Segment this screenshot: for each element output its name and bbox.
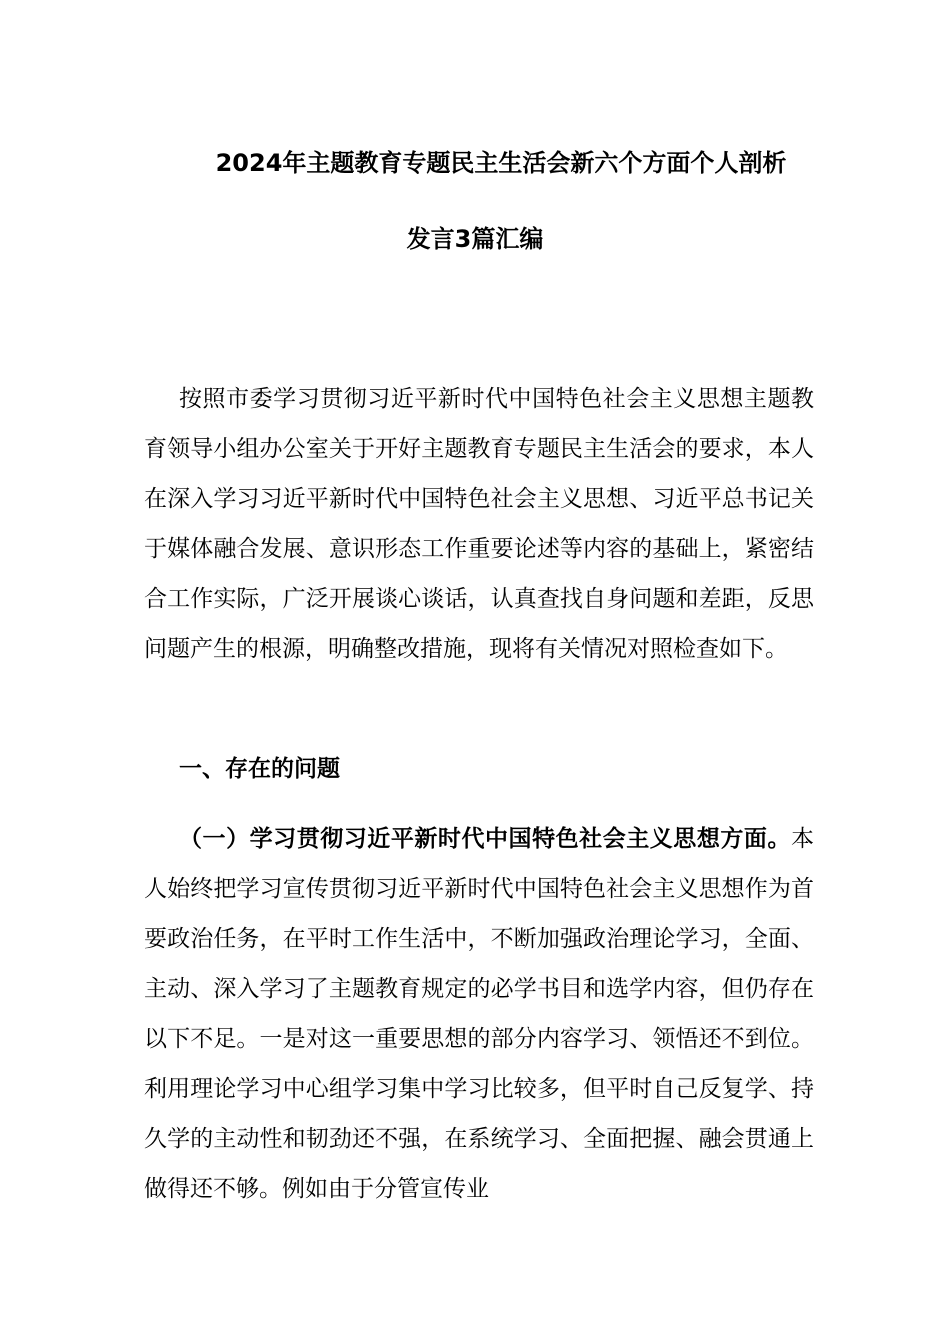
document-title-line-2: 发言3篇汇编	[406, 225, 544, 253]
subsection-heading: （一）学习贯彻习近平新时代中国特色社会主义思想方面。	[179, 826, 791, 852]
section-heading-problems: 一、存在的问题	[179, 756, 340, 782]
document-title-line-1: 2024年主题教育专题民主生活会新六个方面个人剖析	[215, 149, 787, 177]
subsection-paragraph	[144, 814, 814, 1214]
subsection-body: 本人始终把学习宣传贯彻习近平新时代中国特色社会主义思想作为首要政治任务，在平时工作生活中，不断加强政治理论学习，全面、主动、深入学习了主题教育规定的必学书目和选学内容，但仍存在以下不足。一是对这一重要思想的部分内容学习、领悟还不到位。利用理论学习中心组学习集中学习比较多，但平时自己反复学、持久学的主动性和韧劲还不强，在系统学习、全面把握、融会贯通上做得还不够。例如由于分管宣传业	[144, 826, 814, 1202]
intro-paragraph: 按照市委学习贯彻习近平新时代中国特色社会主义思想主题教育领导小组办公室关于开好主题教育专题民主生活会的要求，本人在深入学习习近平新时代中国特色社会主义思想、习近平总书记关于媒体融合发展、意识形态工作重要论述等内容的基础上，紧密结合工作实际，广泛开展谈心谈话，认真查找自身问题和差距，反思问题产生的根源，明确整改措施，现将有关情况对照检查如下。	[144, 386, 814, 662]
